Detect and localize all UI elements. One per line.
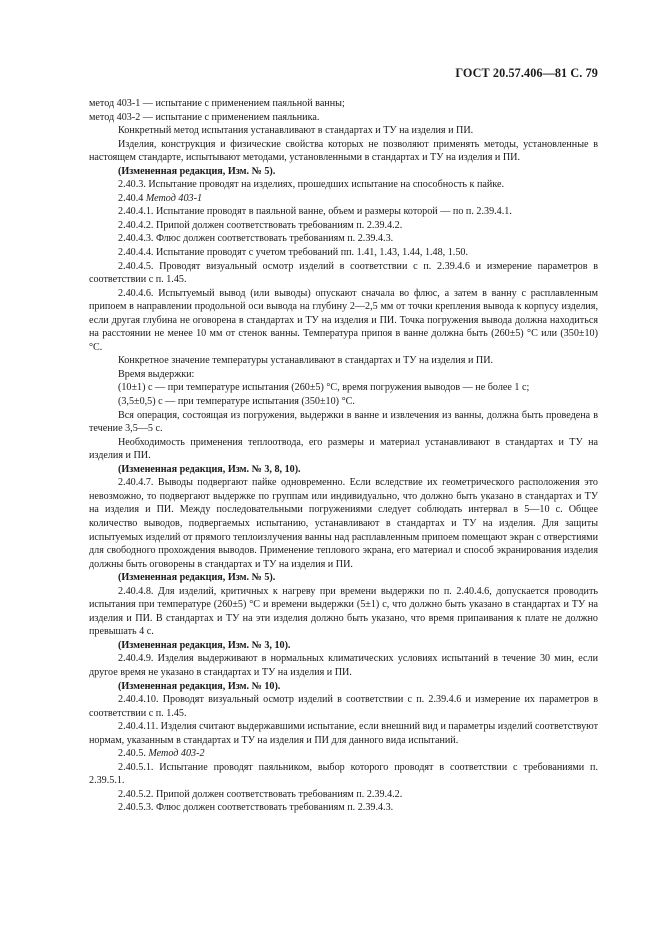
paragraph-text: (Измененная редакция, Изм. № 5). [118, 572, 276, 584]
paragraph [89, 232, 598, 246]
paragraph-text: 2.40.4.4. Испытание проводят с учетом требований пп. 1.41, 1.43, 1.44, 1.48, 1.50. [118, 247, 468, 259]
paragraph-text: 2.40.4.3. Флюс должен соответствовать требованиям п. 2.39.4.3. [118, 233, 394, 245]
paragraph [89, 97, 598, 111]
paragraph-text: 2.40.5.1. Испытание проводят паяльником, выбор которого проводят в соответствии с требованиями п. 2.39.5.1. [89, 761, 598, 787]
paragraph [89, 138, 598, 165]
paragraph [89, 111, 598, 125]
paragraph [89, 720, 598, 747]
amendment-note [89, 639, 598, 653]
paragraph [89, 192, 598, 206]
paragraph-text: 2.40.4.1. Испытание проводят в паяльной ванне, объем и размеры которой — по п. 2.39.4.1. [118, 206, 512, 218]
paragraph-text: (Измененная редакция, Изм. № 5). [118, 165, 276, 177]
paragraph [89, 652, 598, 679]
paragraph [89, 246, 598, 260]
paragraph [89, 476, 598, 571]
paragraph [89, 354, 598, 368]
paragraph-text: Конкретное значение температуры устанавливают в стандартах и ТУ на изделия и ПИ. [118, 355, 494, 367]
paragraph [89, 747, 598, 761]
paragraph-text: (10±1) с — при температуре испытания (260±5) °С, время погружения выводов — не более 1 с; [118, 382, 530, 394]
paragraph-text: метод 403-2 — испытание с применением паяльника. [89, 111, 320, 123]
paragraph-text: Конкретный метод испытания устанавливают в стандартах и ТУ на изделия и ПИ. [118, 125, 474, 137]
method-title: Метод 403-2 [148, 748, 205, 760]
paragraph [89, 219, 598, 233]
paragraph-text: метод 403-1 — испытание с применением паяльной ванны; [89, 98, 345, 109]
paragraph [89, 124, 598, 138]
paragraph-text: 2.40.4.8. Для изделий, критичных к нагреву при времени выдержки по п. 2.40.4.6, допускается проводить испытания при температуре (260±5) °С и времени выдержки (5±1) с, что должно быть указано в стандартах и ТУ на изделия и ПИ. В стандартах и ТУ на эти изделия должно быть указано, что время припаивания к плате не должно превышать 4 с. [89, 585, 598, 638]
paragraph-text: (Измененная редакция, Изм. № 3, 10). [118, 639, 291, 651]
paragraph [89, 788, 598, 802]
page-header: ГОСТ 20.57.406—81 С. 79 [455, 66, 598, 80]
paragraph-text: 2.40.5. [118, 748, 149, 760]
paragraph [89, 381, 598, 395]
paragraph [89, 260, 598, 287]
paragraph [89, 287, 598, 355]
paragraph [89, 801, 598, 815]
paragraph-text: Время выдержки: [118, 368, 195, 380]
paragraph [89, 409, 598, 436]
paragraph-text: (3,5±0,5) с — при температуре испытания (350±10) °С. [118, 396, 355, 408]
paragraph [89, 178, 598, 192]
paragraph-text: Вся операция, состоящая из погружения, выдержки в ванне и извлечения из ванны, должна быть проведена в течение 3,5—5 с. [89, 409, 598, 435]
paragraph [89, 205, 598, 219]
paragraph [89, 693, 598, 720]
paragraph-text: (Измененная редакция, Изм. № 10). [118, 680, 281, 692]
document-body [89, 97, 598, 815]
paragraph-text: 2.40.4.5. Проводят визуальный осмотр изделий в соответствии с п. 2.39.4.6 и измерение параметров в соответствии с п. 1.45. [89, 260, 598, 286]
paragraph-text: 2.40.5.2. Припой должен соответствовать требованиям п. 2.39.4.2. [118, 788, 403, 800]
paragraph-text: Необходимость применения теплоотвода, его размеры и материал устанавливают в стандартах и ТУ на изделия и ПИ. [89, 436, 598, 462]
amendment-note [89, 463, 598, 477]
paragraph [89, 436, 598, 463]
paragraph-text: 2.40.4.7. Выводы подвергают пайке одновременно. Если вследствие их геометрического расположения это невозможно, то подвергают выдержке по группам или индивидуально, что должно быть указано в стандартах и ТУ на изделия и ПИ. Между последовательными погружениями следует соблюдать интервал в 5—10 с. Общее количество выводов, подвергаемых испытанию, устанавливают в стандартах и ТУ на изделия. Для защиты испытуемых изделий от прямого теплоизлучения ванны над расплавленным припоем помещают экран с отверстиями для свободного прохождения выводов. Применение теплового экрана, его материал и способ экранирования изделия должны быть оговорены в стандартах и ТУ на изделия и ПИ. [89, 477, 598, 570]
paragraph-text: 2.40.4.6. Испытуемый вывод (или выводы) опускают сначала во флюс, а затем в ванну с расплавленным припоем в направлении продольной оси вывода на глубину 2—2,5 мм от точки крепления вывода к корпусу изделия, если другая глубина не оговорена в стандартах и ТУ на изделия и ПИ. Точка погружения вывода должна находиться на расстоянии не менее 10 мм от стенок ванны. Температура припоя в ванне должна быть (260±5) °С или (350±10) °С. [89, 287, 598, 353]
paragraph [89, 368, 598, 382]
paragraph [89, 395, 598, 409]
amendment-note [89, 165, 598, 179]
paragraph-text: 2.40.4.2. Припой должен соответствовать требованиям п. 2.39.4.2. [118, 219, 403, 231]
paragraph-text: 2.40.4.10. Проводят визуальный осмотр изделий в соответствии с п. 2.39.4.6 и измерение их параметров в соответствии с п. 1.45. [89, 694, 598, 719]
amendment-note [89, 680, 598, 694]
paragraph-text: 2.40.4.11. Изделия считают выдержавшими испытание, если внешний вид и параметры изделий соответствуют нормам, указанным в стандартах и ТУ на изделия и ПИ для данного вида испытаний. [89, 721, 598, 746]
method-title: Метод 403-1 [145, 192, 203, 204]
paragraph-text: 2.40.3. Испытание проводят на изделиях, прошедших испытание на способность к пайке. [118, 179, 505, 191]
paragraph-text: Изделия, конструкция и физические свойства которых не позволяют применять методы, установленные в настоящем стандарте, испытывают методами, установленными в стандартах и ТУ на изделия и ПИ. [89, 138, 598, 164]
paragraph [89, 761, 598, 788]
paragraph-text: 2.40.4.9. Изделия выдерживают в нормальных климатических условиях испытаний в течение 30 мин, если другое время не указано в стандартах и ТУ на изделия и ПИ. [89, 653, 598, 678]
amendment-note [89, 571, 598, 585]
paragraph-text: 2.40.4 [118, 192, 146, 204]
paragraph-text: (Измененная редакция, Изм. № 3, 8, 10). [118, 463, 301, 475]
paragraph-text: 2.40.5.3. Флюс должен соответствовать требованиям п. 2.39.4.3. [118, 802, 394, 814]
paragraph [89, 585, 598, 639]
